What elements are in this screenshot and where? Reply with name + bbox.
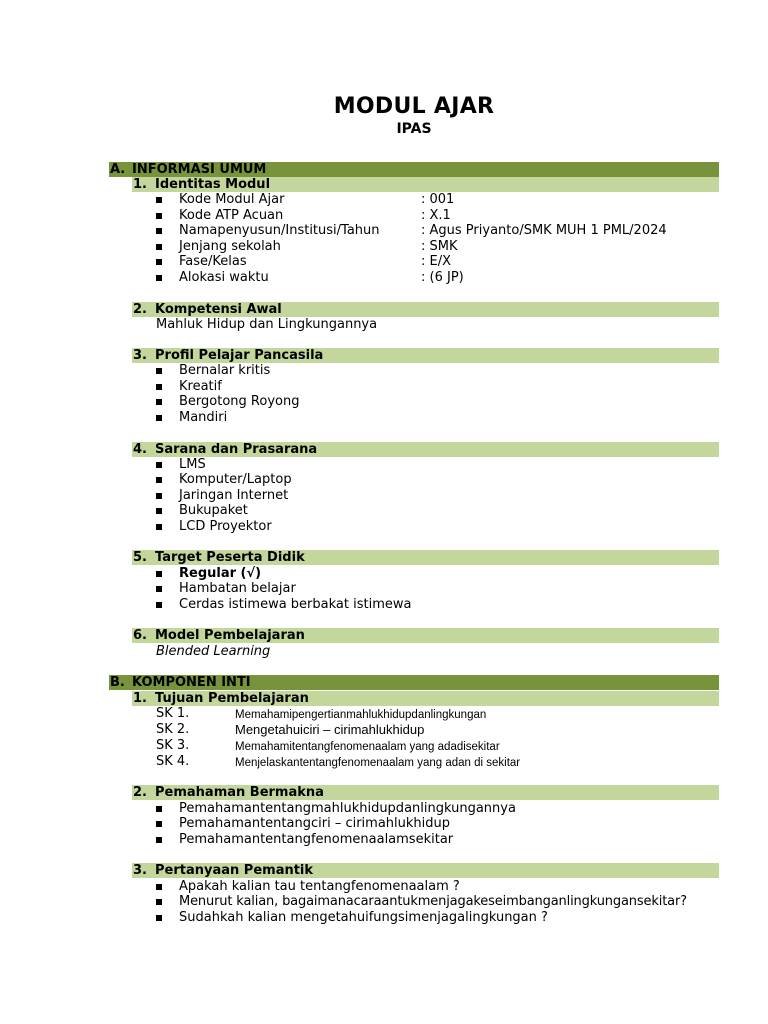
bullet-icon xyxy=(156,462,162,468)
subsection-kompetensi-header xyxy=(132,302,719,317)
list-item: Cerdas istimewa berbakat istimewa xyxy=(179,597,412,612)
list-item: Sudahkah kalian mengetahuifungsimenjagalingkungan ? xyxy=(179,910,548,925)
list-item: Bernalar kritis xyxy=(179,363,271,378)
bullet-icon xyxy=(156,399,162,405)
subsection-number: 3. xyxy=(133,863,147,878)
bullet-icon xyxy=(156,571,162,577)
list-item: LMS xyxy=(179,457,206,472)
document-title: MODUL AJAR xyxy=(333,94,495,119)
identitas-key: Kode Modul Ajar xyxy=(179,192,285,207)
subsection-number: 3. xyxy=(133,348,147,363)
subsection-sarana-header xyxy=(132,442,719,457)
identitas-key: Alokasi waktu xyxy=(179,270,269,285)
identitas-value: : SMK xyxy=(421,239,458,254)
bullet-icon xyxy=(156,493,162,499)
identitas-key: Kode ATP Acuan xyxy=(179,208,284,223)
identitas-key: Jenjang sekolah xyxy=(179,239,281,254)
section-label: KOMPONEN INTI xyxy=(132,675,251,690)
subsection-identitas-header xyxy=(132,177,719,192)
identitas-value: : X.1 xyxy=(421,208,451,223)
bullet-icon xyxy=(156,915,162,921)
bullet-icon xyxy=(156,368,162,374)
subsection-label: Pemahaman Bermakna xyxy=(155,785,324,800)
bullet-icon xyxy=(156,602,162,608)
kompetensi-text: Mahluk Hidup dan Lingkungannya xyxy=(156,317,378,332)
document-subtitle: IPAS xyxy=(396,121,432,137)
bullet-icon xyxy=(156,415,162,421)
subsection-label: Tujuan Pembelajaran xyxy=(155,691,309,706)
list-item: LCD Proyektor xyxy=(179,519,272,534)
identitas-key: Fase/Kelas xyxy=(179,254,247,269)
sk-text: Menjelaskantentangfenomenaalam yang adan di sekitar xyxy=(235,757,521,769)
list-item: Pemahamantentangfenomenaalamsekitar xyxy=(179,832,454,847)
subsection-label: Target Peserta Didik xyxy=(155,550,305,565)
subsection-label: Identitas Modul xyxy=(155,177,271,192)
sk-text: Memahamipengertianmahlukhidupdanlingkungan xyxy=(235,709,487,721)
subsection-number: 2. xyxy=(133,785,147,800)
bullet-icon xyxy=(156,821,162,827)
subsection-number: 5. xyxy=(133,550,147,565)
bullet-icon xyxy=(156,244,162,250)
list-item: Komputer/Laptop xyxy=(179,472,292,487)
bullet-icon xyxy=(156,508,162,514)
bullet-icon xyxy=(156,806,162,812)
list-item: Jaringan Internet xyxy=(179,488,289,503)
subsection-target-header xyxy=(132,550,719,565)
identitas-value: : Agus Priyanto/SMK MUH 1 PML/2024 xyxy=(421,223,667,238)
identitas-value: : (6 JP) xyxy=(421,270,464,285)
subsection-number: 6. xyxy=(133,628,147,643)
bullet-icon xyxy=(156,837,162,843)
list-item: Bukupaket xyxy=(179,503,248,518)
list-item: Hambatan belajar xyxy=(179,581,296,596)
model-text: Blended Learning xyxy=(156,644,271,659)
section-letter: B. xyxy=(110,675,125,690)
list-item: Kreatif xyxy=(179,379,222,394)
bullet-icon xyxy=(156,899,162,905)
list-item: Regular (√) xyxy=(179,566,262,581)
identitas-value: : E/X xyxy=(421,254,452,269)
subsection-number: 1. xyxy=(133,691,147,706)
identitas-value: : 001 xyxy=(421,192,455,207)
section-b-header xyxy=(109,675,719,690)
subsection-model-header xyxy=(132,628,719,643)
subsection-profil-header xyxy=(132,348,719,363)
subsection-label: Sarana dan Prasarana xyxy=(155,442,318,457)
subsection-tujuan-header xyxy=(132,691,719,706)
bullet-icon xyxy=(156,384,162,390)
subsection-pemahaman-header xyxy=(132,785,719,800)
sk-code: SK 3. xyxy=(156,738,190,753)
bullet-icon xyxy=(156,884,162,890)
sk-text: Mengetahuiciri – cirimahlukhidup xyxy=(235,722,425,737)
section-letter: A. xyxy=(110,162,126,177)
section-a-header xyxy=(109,162,719,177)
subsection-number: 2. xyxy=(133,302,147,317)
sk-code: SK 4. xyxy=(156,754,190,769)
bullet-icon xyxy=(156,524,162,530)
subsection-number: 4. xyxy=(133,442,147,457)
bullet-icon xyxy=(156,477,162,483)
subsection-pertanyaan-header xyxy=(132,863,719,878)
bullet-icon xyxy=(156,197,162,203)
sk-code: SK 2. xyxy=(156,722,190,737)
subsection-label: Pertanyaan Pemantik xyxy=(155,863,314,878)
bullet-icon xyxy=(156,586,162,592)
list-item: Bergotong Royong xyxy=(179,394,300,409)
list-item: Pemahamantentangciri – cirimahlukhidup xyxy=(179,816,451,831)
bullet-icon xyxy=(156,228,162,234)
subsection-label: Model Pembelajaran xyxy=(155,628,305,643)
subsection-label: Kompetensi Awal xyxy=(155,302,282,317)
list-item: Mandiri xyxy=(179,410,228,425)
list-item: Apakah kalian tau tentangfenomenaalam ? xyxy=(179,879,460,894)
subsection-number: 1. xyxy=(133,177,147,192)
subsection-label: Profil Pelajar Pancasila xyxy=(155,348,324,363)
identitas-key: Namapenyusun/Institusi/Tahun xyxy=(179,223,380,238)
sk-code: SK 1. xyxy=(156,706,190,721)
list-item: Menurut kalian, bagaimanacaraantukmenjagakeseimbanganlingkungansekitar? xyxy=(179,894,687,909)
bullet-icon xyxy=(156,213,162,219)
bullet-icon xyxy=(156,259,162,265)
bullet-icon xyxy=(156,275,162,281)
list-item: Pemahamantentangmahlukhidupdanlingkungannya xyxy=(179,801,516,816)
section-label: INFORMASI UMUM xyxy=(132,162,267,177)
sk-text: Memahamitentangfenomenaalam yang adadisekitar xyxy=(235,741,500,753)
